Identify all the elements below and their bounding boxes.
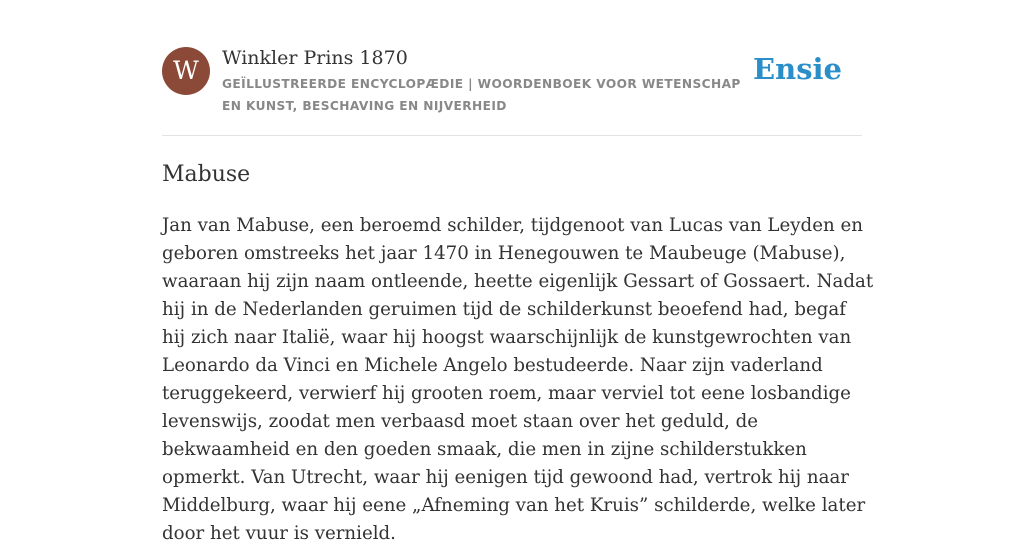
- source-avatar[interactable]: W: [162, 47, 210, 95]
- source-title[interactable]: Winkler Prins 1870: [222, 47, 408, 69]
- entry-body: Jan van Mabuse, een beroemd schilder, tijdgenoot van Lucas van Leyden en geboren omstreeks het jaar 1470 in Henegouwen te Maubeuge (Mabuse), waaraan hij zijn naam ontleende, heette eigenlijk Gessart of Gossaert. Nadat hij in de Nederlanden geruimen tijd de schilderkunst beoefend had, begaf hij zich naar Italië, waar hij hoogst waarschijnlijk de kunstgewrochten van Leonardo da Vinci en Michele Angelo bestudeerde. Naar zijn vaderland teruggekeerd, verwierf hij grooten roem, maar verviel tot eene losbandige levenswijs, zoodat men verbaasd moet staan over het geduld, de bekwaamheid en den goeden smaak, die men in zijne schilderstukken opmerkt. Van Utrecht, waar hij eenigen tijd gewoond had, vertrok hij naar Middelburg, waar hij eene „Afneming van het Kruis” schilderde, welke later door het vuur is vernield.: [162, 215, 874, 544]
- ensie-logo[interactable]: Ensie: [753, 52, 842, 86]
- source-header: [162, 45, 862, 117]
- source-subtitle: GEÏLLUSTREERDE ENCYCLOPÆDIE | WOORDENBOEK VOOR WETENSCHAP EN KUNST, BESCHAVING EN NIJVERHEID: [222, 77, 741, 113]
- entry-title: Mabuse: [162, 162, 251, 187]
- header-divider: [162, 135, 862, 136]
